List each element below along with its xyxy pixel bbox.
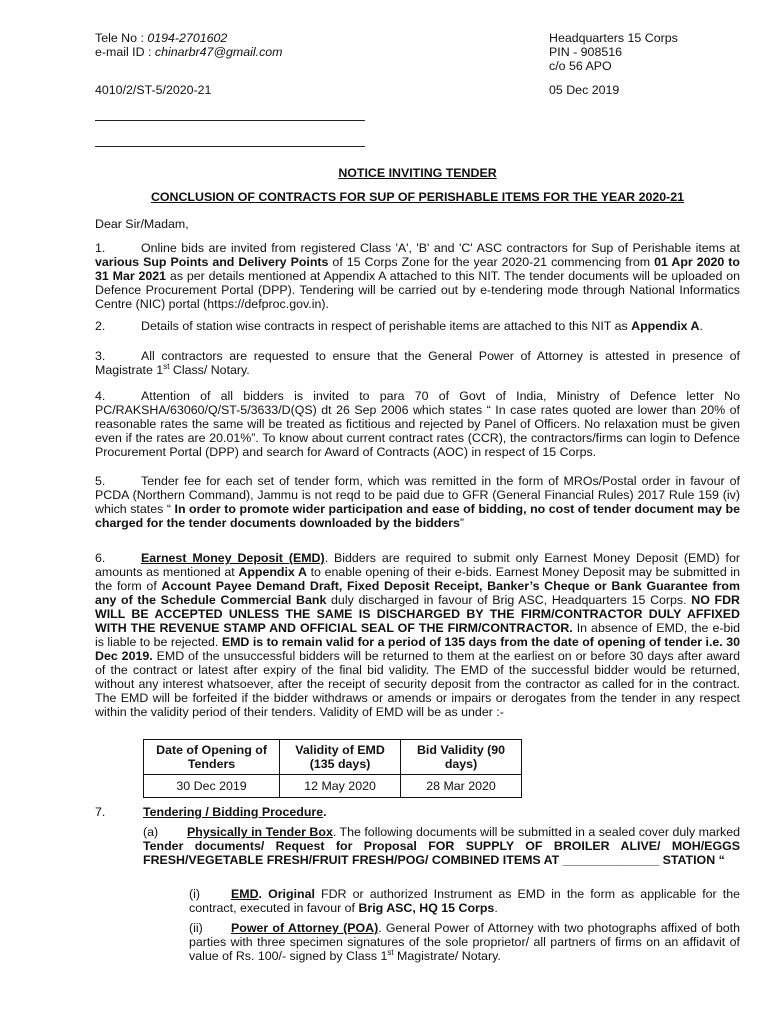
paragraph-7a-i: (i) EMD. Original FDR or authorized Instrument as EMD in the form as applicable for the contract, executed in favour of Brig ASC, HQ 15 Corps. [189, 887, 741, 915]
paragraph-2: 2. Details of station wise contracts in respect of perishable items are attached to this NIT as Appendix A. [95, 319, 703, 333]
address-block [549, 31, 749, 73]
letter-date: 05 Dec 2019 [549, 83, 620, 97]
paragraph-6: 6. Earnest Money Deposit (EMD). Bidders are required to submit only Earnest Money Deposit (EMD) for amounts as mentioned at Appendix A to enable opening of their e-bids. Earnest Money Deposit may be submitted in the form of Account Payee Demand Draft, Fixed Deposit Receipt, Banker’s Cheque or Bank Guarantee from any of the Schedule Commercial Bank duly discharged in favour of Brig ASC, Headquarters 15 Corps. NO FDR WILL BE ACCEPTED UNLESS THE SAME IS DISCHARGED BY THE FIRM/CONTRACTOR DULY AFFIXED WITH THE REVENUE STAMP AND OFFICIAL SEAL OF THE FIRM/CONTRACTOR. In absence of EMD, the e-bid is liable to be rejected. EMD is to remain valid for a period of 135 days from the date of opening of tender i.e. 30 Dec 2019. EMD of the unsuccessful bidders will be returned to them at the earliest on or before 30 days after award of the contract or latest after expiry of the final bid validity. The EMD of the successful bidder would be returned, without any interest whatsoever, after the receipt of security deposit from the contractor as called for in the contract. The EMD will be forfeited if the bidder withdraws or amends or impairs or derogates from the tender in any respect within the validity period of their tenders. Validity of EMD will be as under :- [95, 551, 740, 719]
table-cell: 28 Mar 2020 [401, 775, 522, 798]
table-header-row [144, 740, 522, 775]
table-cell: 12 May 2020 [280, 775, 401, 798]
table-row [144, 775, 522, 798]
emd-validity-table [143, 739, 522, 798]
hq-line-3: c/o 56 APO [549, 59, 612, 73]
para-number: 5. [95, 474, 106, 488]
table-header-cell: Bid Validity (90 days) [401, 740, 522, 775]
paragraph-7a: (a) Physically in Tender Box. The following documents will be submitted in a sealed cover duly marked Tender documents/ Request for Proposal FOR SUPPLY OF BROILER ALIVE/ MOH/EGGS FRESH/VEGETABLE FRESH/FRUIT FRESH/POG/ COMBINED ITEMS AT ______________ STATION “ [143, 825, 740, 867]
tendering-heading: Tendering / Bidding Procedure [143, 805, 324, 819]
para-number: 3. [95, 349, 106, 363]
para-number: 2. [95, 319, 106, 333]
para-number: 6. [95, 551, 106, 565]
tele-number: 0194-2701602 [147, 31, 228, 45]
contact-block [95, 31, 425, 59]
email-address: chinarbr47@gmail.com [154, 45, 283, 59]
table-header-cell: Validity of EMD (135 days) [280, 740, 401, 775]
sub-para-number: (a) [143, 825, 159, 839]
tele-line: Tele No : 0194-2701602 [95, 31, 228, 45]
hq-line-2: PIN - 908516 [549, 45, 623, 59]
poa-subheading: Power of Attorney (POA) [231, 921, 379, 935]
tender-box-heading: Physically in Tender Box [187, 825, 333, 839]
table-header-cell: Date of Opening of Tenders [144, 740, 280, 775]
paragraph-7: 7. Tendering / Bidding Procedure. [95, 805, 327, 819]
sub-para-number: (ii) [189, 921, 203, 935]
table-cell: 30 Dec 2019 [144, 775, 280, 798]
reference-number: 4010/2/ST-5/2020-21 [95, 83, 212, 97]
paragraph-1: 1. Online bids are invited from registered Class 'A', 'B' and 'C' ASC contractors for Sup of Perishable items at various Sup Points and Delivery Points of 15 Corps Zone for the year 2020-21 commencing from 01 Apr 2020 to 31 Mar 2021 as per details mentioned at Appendix A attached to this NIT. The tender documents will be uploaded on Defence Procurement Portal (DPP). Tendering will be carried out by e-tendering mode through National Informatics Centre (NIC) portal (https://defproc.gov.in). [95, 241, 741, 311]
sub-para-number: (i) [189, 887, 201, 901]
hq-line-1: Headquarters 15 Corps [549, 31, 678, 45]
emd-subheading: EMD [231, 887, 259, 901]
paragraph-4: 4. Attention of all bidders is invited to para 70 of Govt of India, Ministry of Defence letter No PC/RAKSHA/63060/Q/ST-5/3633/D(QS) dt 26 Sep 2006 which states “ In case rates quoted are lower than 20% of reasonable rates the same will be treated as fictitious and rejected by Panel of Officers. No relaxation must be given even if the rates are 20.01%”. To know about current contract rates (CCR), the contractors/firms can login to Defence Procurement Portal (DPP) and search for Award of Contracts (AOC) in respect of 15 Corps. [95, 389, 740, 459]
email-line: e-mail ID : chinarbr47@gmail.com [95, 45, 283, 59]
salutation: Dear Sir/Madam, [95, 217, 189, 231]
para-number: 4. [95, 389, 106, 403]
para-number: 1. [95, 241, 106, 255]
address-line-1 [95, 120, 365, 121]
para-number: 7. [95, 805, 106, 819]
notice-title: NOTICE INVITING TENDER [338, 166, 497, 180]
address-line-2 [95, 146, 365, 147]
paragraph-5: 5. Tender fee for each set of tender form, which was remitted in the form of MROs/Postal order in favour of PCDA (Northern Command), Jammu is not reqd to be paid due to GFR (General Financial Rules) 2017 Rule 159 (iv) which states “ In order to promote wider participation and ease of bidding, no cost of tender document may be charged for the tender documents downloaded by the bidders” [95, 474, 740, 530]
paragraph-3: 3. All contractors are requested to ensure that the General Power of Attorney is attested in presence of Magistrate 1st Class/ Notary. [95, 349, 740, 377]
paragraph-7a-ii: (ii) Power of Attorney (POA). General Power of Attorney with two photographs affixed of both parties with three specimen signatures of the sole proprietor/ all partners of firms on an affidavit of value of Rs. 100/- signed by Class 1st Magistrate/ Notary. [189, 921, 741, 963]
notice-subtitle: CONCLUSION OF CONTRACTS FOR SUP OF PERISHABLE ITEMS FOR THE YEAR 2020-21 [150, 190, 685, 204]
emd-heading: Earnest Money Deposit (EMD) [141, 551, 325, 565]
